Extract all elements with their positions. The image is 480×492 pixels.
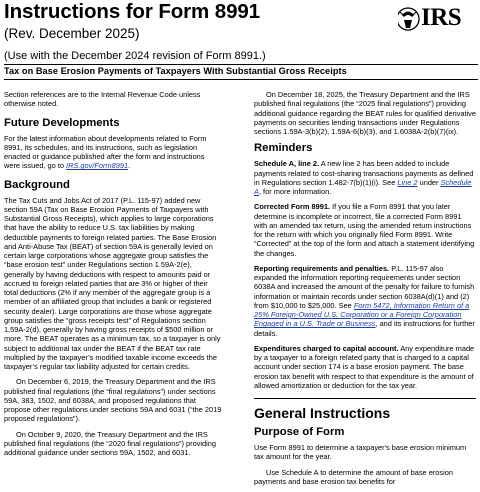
general-instructions-heading: General Instructions <box>254 405 391 421</box>
page-title: Instructions for Form 8991 <box>4 0 260 23</box>
header-rule-top <box>4 64 478 65</box>
purpose-text: Use Form 8991 to determine a taxpayer's base erosion minimum tax amount for the year. <box>254 443 467 462</box>
irs-logo-text: IRS <box>421 4 462 31</box>
left-column <box>4 90 222 463</box>
use-with-note: (Use with the December 2024 revision of Form 8991.) <box>4 50 266 62</box>
right-column <box>254 90 476 492</box>
reporting-penalties-item: Reporting requirements and penalties. P.L. 115-97 also expanded the information reporting requirements under section 6038A and increased the amount of the penalty for failure to furnish information or maintain records under section 6038A(d)(1) and (2) from $10,000 to $25,000. See Form 5472, Information Return of a 25% Foreign-Owned U.S. Corporation or a Foreign Corporation Engaged in a U.S. Trade or Business, and its instructions for further details. <box>254 263 475 338</box>
background-text: The Tax Cuts and Jobs Act of 2017 (P.L. 115-97) added new section 59A (Tax on Base Erosion Payments of Taxpayers with Substantial Gross Receipts), which applies to large corporations that have the ability to reduce U.S. tax liabilities by making deductible payments to foreign related parties. The Base Erosion and Anti-Abuse Tax (BEAT) of section 59A is generally levied on certain large corporations whose aggregate group satisfies the “base erosion test” under Regulations section 1.59A-2(e), generally by having deductions with respect to amounts paid or accrued to foreign related parties that are 3% or higher of their total deductions (2% if any member of the aggregate group is a member of an affiliated group that includes a bank or registered security dealer). Large corporations are those whose aggregate group satisfies the “gross receipts test” of Regulations section 1.59A-2(d), generally by having gross receipts of $500 million or more. The BEAT operates as a minimum tax, so a taxpayer is only subject to additional tax under the BEAT if the BEAT tax rate multiplied by the taxpayer’s modified taxable income exceeds the taxpayer’s regular tax liability adjusted for certain credits. <box>4 195 221 371</box>
form-5472-link[interactable]: Form 5472, Information Return of a 25% Foreign-Owned U.S. Corporation or a Foreign Corporation Engaged in a U.S. Trade or Business <box>254 300 470 329</box>
oct-2020-paragraph: On October 9, 2020, the Treasury Department and the IRS published final regulations (the “2020 final regulations”) providing additional guidance under sections 59A, 1502, and 6031. <box>4 429 216 457</box>
revision-date: (Rev. December 2025) <box>4 26 140 41</box>
form-subject-line: Tax on Base Erosion Payments of Taxpayers With Substantial Gross Receipts <box>4 66 347 76</box>
form8991-link[interactable]: IRS.gov/Form8991 <box>66 161 129 171</box>
reminders-heading: Reminders <box>254 142 313 155</box>
background-heading: Background <box>4 178 70 191</box>
corrected-form-item: Corrected Form 8991. If you file a Form 8991 that you later determine is incomplete or incorrect, file a corrected Form 8991 with an amended tax return, using the amended return instructions for the return with which you originally filed Form 8991. Write “Corrected” at the top of the form and attach a statement identifying the changes. <box>254 202 475 258</box>
future-developments-heading: Future Developments <box>4 116 120 129</box>
dec-2019-paragraph: On December 6, 2019, the Treasury Department and the IRS published final regulations (the “final regulations”) under sections 59A, 383, 1502, and 6038A, and proposed regulations that propose other regulations under sections 59A and 6031 (“the 2019 proposed regulations”). <box>4 377 222 424</box>
schedule-a-link[interactable]: Schedule A <box>254 177 472 196</box>
intro-text: Section references are to the Internal Revenue Code unless otherwise noted. <box>4 90 201 109</box>
future-developments-text: For the latest information about developments related to Form 8991, its schedules, and its instructions, such as legislation enacted or guidance published after the form and instructions were issued, go to IRS.gov/Form8991. <box>4 133 207 171</box>
schedule-a-use-text: Use Schedule A to determine the amount of base erosion payments and base erosion tax benefits for <box>254 467 453 486</box>
section-divider <box>254 398 476 399</box>
purpose-heading: Purpose of Form <box>254 426 345 438</box>
dec-2025-paragraph: On December 18, 2025, the Treasury Department and the IRS published final regulations (the “2025 final regulations”) providing additional guidance regarding the BEAT rules for qualified derivative payments on securities lending transactions under Regulations sections 1.59A-3(b)(2), 1.59A-6(b)(3), and 1.6038A-2(b)(7)(ix). <box>254 90 476 136</box>
schedule-a-line2-item: Schedule A, line 2. A new line 2 has been added to include payments related to cost-sharing transactions payments as defined in Regulations section 1.482-7(b)(1)(i). See Line 2 under Schedule A, for more information. <box>254 159 474 196</box>
capital-account-item: Expenditures charged to capital account. Any expenditure made by a taxpayer to a foreign related party that is charged to a capital account under section 174 is a base erosion payment. The base erosion tax benefit with respect to that expenditure is the amount of allowed amortization or deduction for the tax year. <box>254 343 475 390</box>
line-2-link[interactable]: Line 2 <box>397 177 418 187</box>
header-rule-bottom <box>4 79 478 80</box>
